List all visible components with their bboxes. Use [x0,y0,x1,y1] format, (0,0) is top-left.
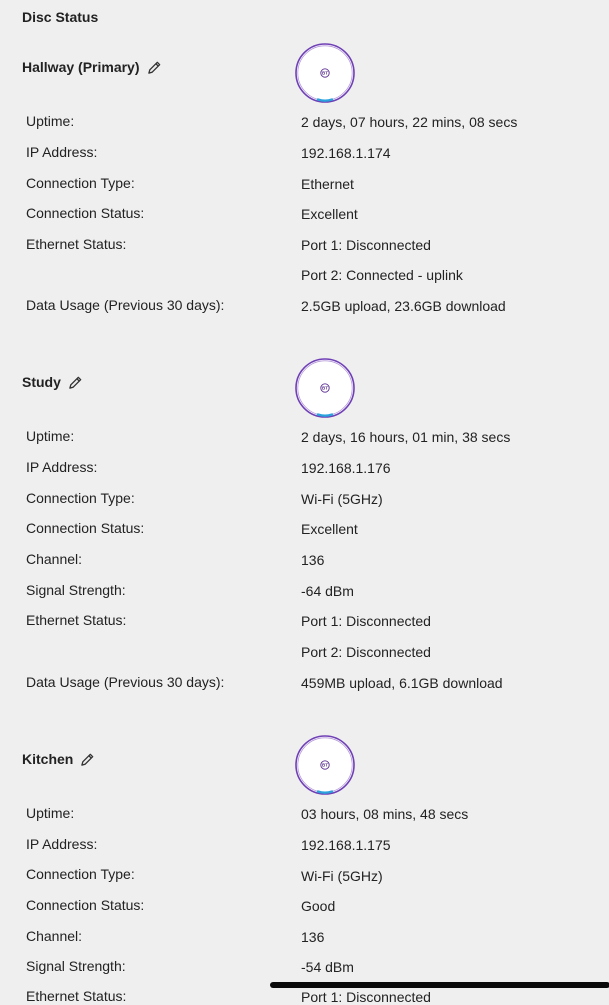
row-label-connection-status: Connection Status: [26,520,145,536]
row-value-connection-type: Wi-Fi (5GHz) [301,491,383,507]
row-label-connection-type: Connection Type: [26,866,135,882]
row-label-channel: Channel: [26,928,83,944]
bt-disc-icon [295,358,355,418]
row-label-data-usage: Data Usage (Previous 30 days): [26,297,225,313]
row-label-signal-strength: Signal Strength: [26,958,126,974]
disc-header [22,749,95,769]
row-value-uptime: 2 days, 07 hours, 22 mins, 08 secs [301,114,518,130]
pencil-icon[interactable] [147,60,162,75]
row-value-ethernet-port1: Port 1: Disconnected [301,237,431,253]
disc-name: Kitchen [22,751,74,767]
row-value-ethernet-port2: Port 2: Connected - uplink [301,267,463,283]
row-value-connection-status: Excellent [301,206,358,222]
disc-header [22,57,162,77]
bt-disc-icon [295,43,355,103]
row-label-channel: Channel: [26,551,83,567]
disc-logo-text: BT [322,762,328,768]
row-value-connection-status: Excellent [301,521,358,537]
row-value-connection-type: Ethernet [301,176,354,192]
row-label-connection-status: Connection Status: [26,897,145,913]
row-value-connection-type: Wi-Fi (5GHz) [301,868,383,884]
row-label-uptime: Uptime: [26,113,75,129]
disc-header [22,372,83,392]
row-label-uptime: Uptime: [26,428,75,444]
row-value-channel: 136 [301,552,325,568]
row-label-connection-type: Connection Type: [26,175,135,191]
row-value-ethernet-port1: Port 1: Disconnected [301,613,431,629]
row-label-data-usage: Data Usage (Previous 30 days): [26,674,225,690]
pencil-icon[interactable] [68,375,83,390]
row-value-ethernet-port2: Port 2: Disconnected [301,644,431,660]
row-label-ip: IP Address: [26,144,98,160]
pencil-icon[interactable] [80,752,95,767]
row-value-data-usage: 2.5GB upload, 23.6GB download [301,298,506,314]
row-label-connection-status: Connection Status: [26,205,145,221]
bt-disc-icon [295,735,355,795]
page-title: Disc Status [22,9,99,25]
row-label-connection-type: Connection Type: [26,490,135,506]
row-value-connection-status: Good [301,898,336,914]
home-indicator[interactable] [270,982,609,988]
row-value-ip: 192.168.1.174 [301,145,391,161]
row-value-channel: 136 [301,929,325,945]
row-value-ethernet-port1: Port 1: Disconnected [301,989,431,1005]
disc-name: Hallway (Primary) [22,59,140,75]
row-value-ip: 192.168.1.176 [301,460,391,476]
disc-name: Study [22,374,61,390]
row-label-signal-strength: Signal Strength: [26,582,126,598]
row-value-ip: 192.168.1.175 [301,837,391,853]
row-label-ip: IP Address: [26,836,98,852]
row-label-ethernet-status: Ethernet Status: [26,236,127,252]
row-value-signal-strength: -64 dBm [301,583,354,599]
row-value-signal-strength: -54 dBm [301,959,354,975]
row-value-uptime: 2 days, 16 hours, 01 min, 38 secs [301,429,511,445]
disc-logo-text: BT [322,70,328,76]
row-label-ethernet-status: Ethernet Status: [26,612,127,628]
row-label-ethernet-status: Ethernet Status: [26,988,127,1004]
row-value-data-usage: 459MB upload, 6.1GB download [301,675,503,691]
row-label-ip: IP Address: [26,459,98,475]
row-label-uptime: Uptime: [26,805,75,821]
disc-logo-text: BT [322,385,328,391]
row-value-uptime: 03 hours, 08 mins, 48 secs [301,806,469,822]
